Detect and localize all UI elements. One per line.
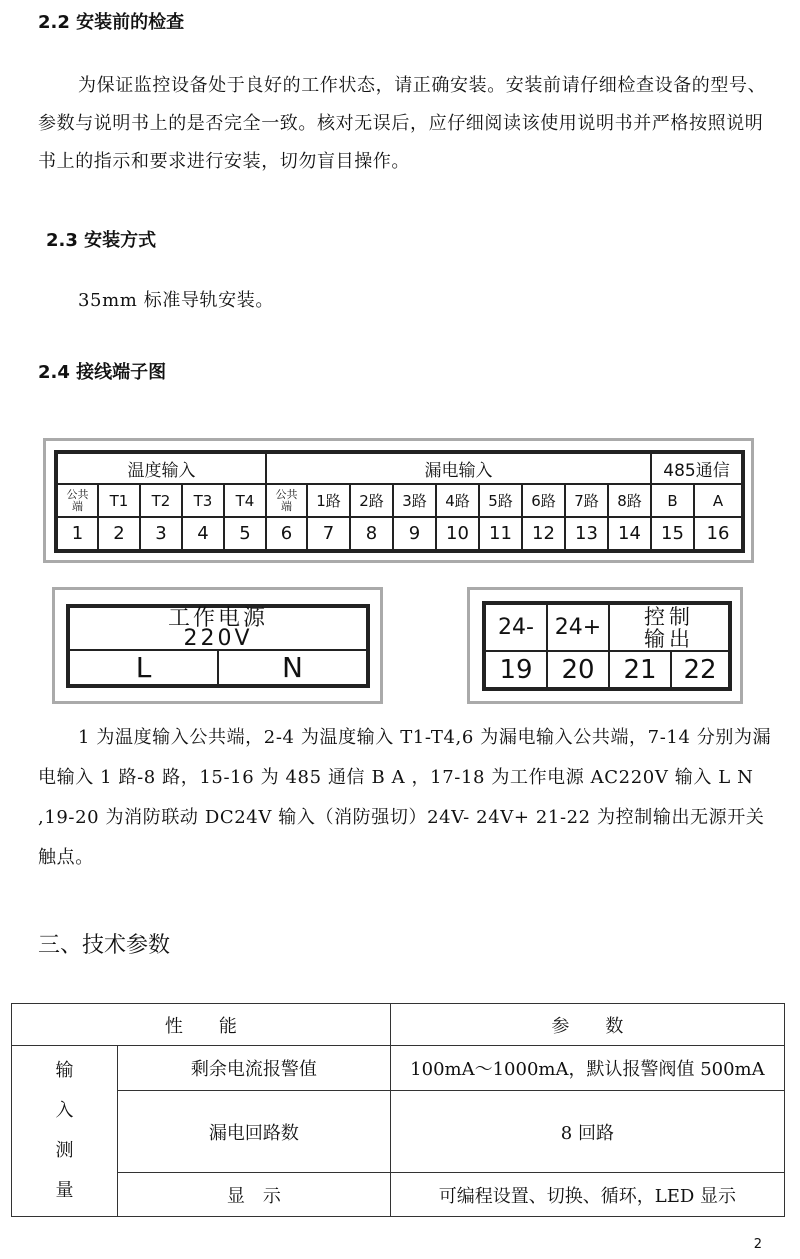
- section-2-2-title: 2.2 安装前的检查: [38, 12, 185, 33]
- terminal-label: T2: [140, 484, 182, 517]
- spec-row-name: 剩余电流报警值: [118, 1046, 391, 1091]
- section-2-3-body: 35mm 标准导轨安装。: [78, 290, 274, 311]
- control-label: 24-: [485, 604, 547, 651]
- section-2-3-title: 2.3 安装方式: [46, 230, 157, 251]
- terminal-label: 7路: [565, 484, 608, 517]
- terminal-number: 4: [182, 517, 224, 550]
- spec-group-char: 量: [55, 1180, 74, 1201]
- terminal-number: 3: [140, 517, 182, 550]
- terminal-number: 12: [522, 517, 565, 550]
- terminal-diagram-control: [467, 587, 743, 704]
- terminal-label: 2路: [350, 484, 393, 517]
- terminal-label: 6路: [522, 484, 565, 517]
- section-2-2-body: 为保证监控设备处于良好的工作状态，请正确安装。安装前请仔细检查设备的型号、参数与说明书上的是否完全一致。核对无误后，应仔细阅读该使用说明书并严格按照说明书上的指示和要求进行安装，切勿盲目操作。: [38, 75, 767, 172]
- terminal-number: 6: [266, 517, 307, 550]
- page-number: 2: [753, 1237, 762, 1252]
- spec-header-parameters: 参 数: [390, 1004, 784, 1046]
- terminal-label: T4: [224, 484, 266, 517]
- spec-group-input-measure: [12, 1046, 118, 1217]
- power-title-cell: [69, 607, 367, 650]
- group-leakage: 漏电输入: [266, 453, 651, 484]
- terminal-number: 15: [651, 517, 694, 550]
- terminal-number: 16: [694, 517, 742, 550]
- power-voltage: 220V: [183, 625, 253, 651]
- terminal-label: 5路: [479, 484, 522, 517]
- terminal-number: 9: [393, 517, 436, 550]
- spec-group-char: 测: [55, 1140, 74, 1161]
- control-output-line1: 控制: [644, 604, 694, 629]
- group-485: 485通信: [651, 453, 742, 484]
- terminal-label: 公共 端: [266, 484, 307, 517]
- spec-header-performance: 性 能: [12, 1004, 391, 1046]
- wiring-note: 1 为温度输入公共端，2-4 为温度输入 T1-T4,6 为漏电输入公共端，7-14 分别为漏电输入 1 路-8 路，15-16 为 485 通信 B A ，17-18 为工作电源 AC220V 输入 L N ,19-20 为消防联动 DC24V 输入（消防强切）24V- 24V+ 21-22 为控制输出无源开关触点。: [38, 727, 772, 868]
- terminal-label: 8路: [608, 484, 651, 517]
- control-number: 22: [671, 651, 729, 688]
- terminal-number: 10: [436, 517, 479, 550]
- terminal-label: 4路: [436, 484, 479, 517]
- group-temperature: 温度输入: [57, 453, 266, 484]
- control-number: 20: [547, 651, 609, 688]
- terminal-number: 8: [350, 517, 393, 550]
- spec-group-char: 入: [55, 1100, 74, 1121]
- section-2-4-title: 2.4 接线端子图: [38, 362, 167, 383]
- control-output-label: [609, 604, 729, 651]
- section-3-title: 三、技术参数: [38, 933, 171, 958]
- spec-row-name: 漏电回路数: [118, 1091, 391, 1173]
- terminal-label: 公共 端: [57, 484, 98, 517]
- terminal-number: 2: [98, 517, 140, 550]
- control-label: 24+: [547, 604, 609, 651]
- terminal-number: 7: [307, 517, 350, 550]
- spec-row-value: 可编程设置、切换、循环，LED 显示: [390, 1173, 784, 1217]
- terminal-diagram-power: [52, 587, 383, 704]
- terminal-label: 1路: [307, 484, 350, 517]
- terminal-label: 3路: [393, 484, 436, 517]
- terminal-number: 11: [479, 517, 522, 550]
- spec-row-name: 显 示: [118, 1173, 391, 1217]
- control-number: 21: [609, 651, 671, 688]
- terminal-label: T1: [98, 484, 140, 517]
- terminal-number: 14: [608, 517, 651, 550]
- terminal-label: A: [694, 484, 742, 517]
- terminal-number: 13: [565, 517, 608, 550]
- spec-table: [11, 1003, 785, 1217]
- power-title: 工作电源: [167, 605, 268, 631]
- spec-row-value: 100mA～1000mA，默认报警阀值 500mA: [390, 1046, 784, 1091]
- terminal-number: 5: [224, 517, 266, 550]
- power-terminal-l: L: [69, 650, 218, 685]
- terminal-number: 1: [57, 517, 98, 550]
- terminal-diagram-main: [43, 438, 754, 563]
- spec-group-char: 输: [55, 1060, 74, 1081]
- control-output-line2: 输出: [644, 626, 694, 651]
- spec-row-value: 8 回路: [390, 1091, 784, 1173]
- terminal-label: B: [651, 484, 694, 517]
- terminal-label: T3: [182, 484, 224, 517]
- power-terminal-n: N: [218, 650, 367, 685]
- control-number: 19: [485, 651, 547, 688]
